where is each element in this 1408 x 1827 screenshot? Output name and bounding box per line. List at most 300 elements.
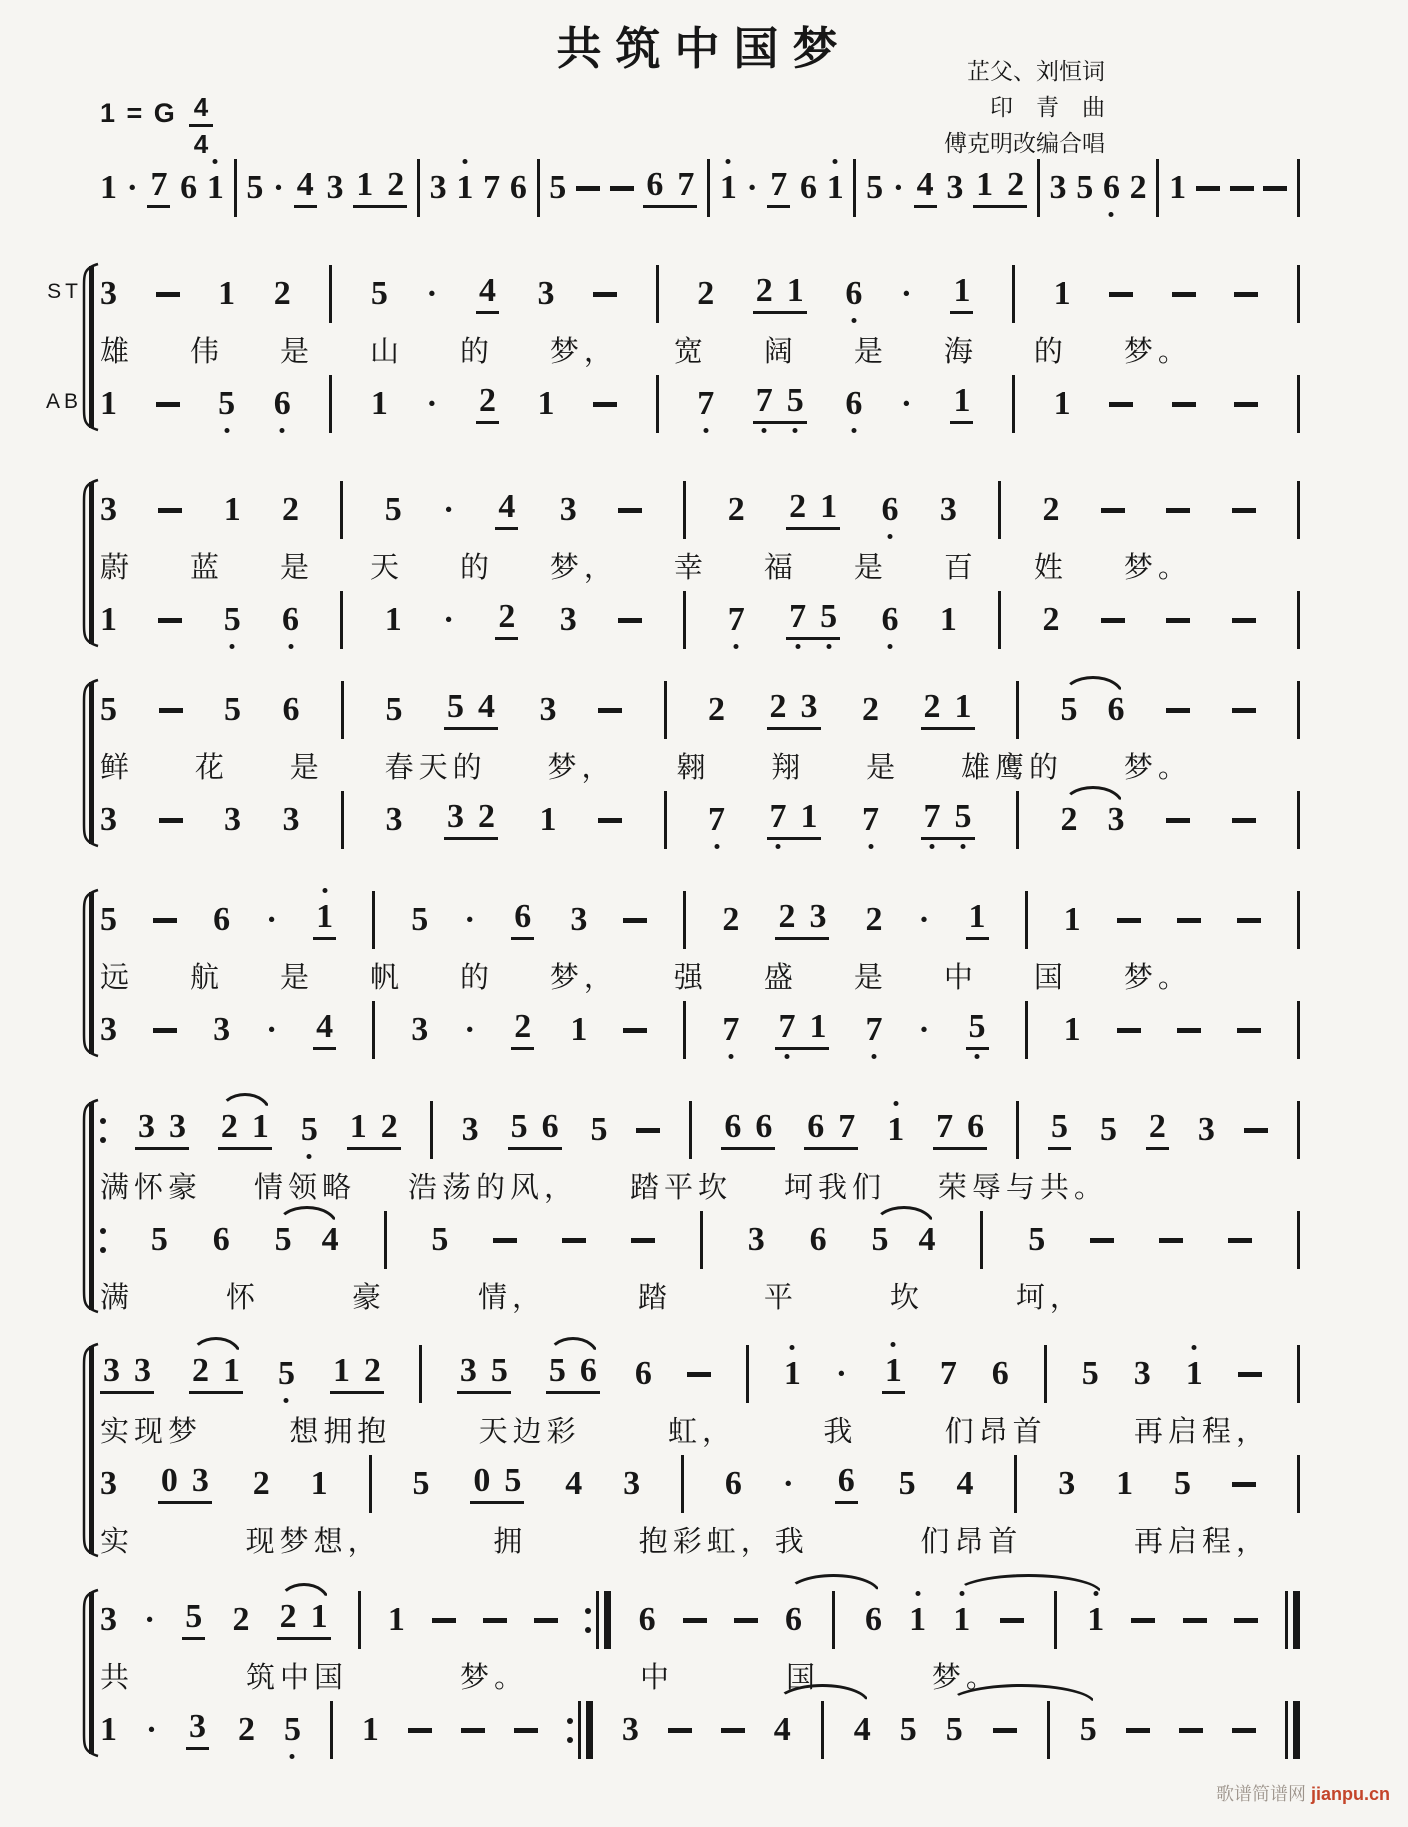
- beam-group: [767, 168, 790, 208]
- note: 5: [274, 1221, 292, 1258]
- note: 6: [213, 901, 231, 938]
- note: 7: [150, 166, 168, 203]
- augmentation-dot: ·: [266, 1011, 278, 1048]
- barline: [683, 1001, 686, 1059]
- barline-stroke: [1297, 891, 1300, 949]
- octave-dot-above: [1093, 1591, 1098, 1596]
- note: 1: [809, 1008, 827, 1045]
- note: 7: [789, 600, 806, 634]
- duration-dash: [1000, 1618, 1024, 1623]
- note: 3: [134, 1352, 151, 1389]
- barline-stroke: [1297, 1455, 1300, 1513]
- barline-stroke: [384, 1211, 387, 1269]
- beam-group: [921, 800, 975, 840]
- note: 3: [188, 1708, 206, 1745]
- note: 2: [722, 901, 740, 938]
- beam-group: [511, 1010, 534, 1050]
- barline: [832, 1591, 835, 1649]
- lyric-syllable: 我: [823, 1415, 858, 1448]
- end-repeat: [567, 1701, 593, 1759]
- lyric-syllable: 的: [459, 335, 494, 368]
- melody-line-1: [100, 998, 1300, 1062]
- note: 2: [1060, 801, 1078, 838]
- barline-stroke: [656, 265, 659, 323]
- lyric-syllable: 幸: [673, 551, 708, 584]
- note: 5: [431, 1221, 449, 1258]
- lyric-syllable: 雄鹰的: [961, 751, 1064, 784]
- note: 1: [909, 1603, 926, 1637]
- note: 2: [380, 1108, 398, 1145]
- system-brace-icon: [77, 478, 101, 653]
- note: 5: [385, 691, 403, 728]
- octave-dot-below: [871, 1054, 876, 1059]
- augmentation-dot: ·: [266, 901, 278, 938]
- augmentation-dot: ·: [782, 1465, 794, 1502]
- lyric-syllable: 豪: [351, 1281, 386, 1314]
- duration-dash: [153, 918, 177, 923]
- score-system-4: [100, 888, 1300, 1062]
- watermark-site: 歌谱简谱网: [1215, 1784, 1311, 1804]
- barline-stroke: [1297, 481, 1300, 539]
- note: 5: [246, 169, 264, 206]
- lyric-syllable: 再启程，: [1133, 1415, 1270, 1448]
- note: 5: [820, 600, 837, 634]
- duration-dash: [1234, 402, 1258, 407]
- barline-stroke: [664, 681, 667, 739]
- note: 2: [252, 1465, 270, 1502]
- note: 7: [708, 803, 725, 837]
- lyric-syllable: 海: [943, 335, 978, 368]
- note: 5: [1174, 1465, 1192, 1502]
- note: 3: [411, 1011, 429, 1048]
- beam-group: [950, 274, 973, 314]
- tie-span: [275, 1223, 339, 1257]
- octave-dot-above: [959, 1591, 964, 1596]
- note: 4: [918, 1221, 936, 1258]
- barline: [419, 1345, 422, 1403]
- beam-group: [775, 1010, 829, 1050]
- key-signature: [100, 94, 213, 157]
- augmentation-dot: ·: [464, 1011, 476, 1048]
- note: 0: [473, 1462, 491, 1499]
- beam-group: [444, 690, 498, 730]
- note: 1: [387, 1601, 405, 1638]
- duration-dash: [534, 1618, 558, 1623]
- duration-dash: [631, 1238, 655, 1243]
- barline: [430, 1101, 433, 1159]
- barline-stroke: [341, 681, 344, 739]
- note: 1: [384, 601, 402, 638]
- note: 5: [590, 1111, 608, 1148]
- final-barline: [1285, 1701, 1300, 1759]
- barline-stroke: [1297, 1345, 1300, 1403]
- barline: [707, 159, 710, 217]
- note: 1: [207, 171, 224, 205]
- barline: [853, 159, 856, 217]
- note: 3: [447, 798, 464, 835]
- lyric-syllable: 满: [100, 1281, 135, 1314]
- barline-stroke: [341, 791, 344, 849]
- barline-stroke: [689, 1101, 692, 1159]
- beam-group: [804, 1110, 858, 1150]
- duration-dash: [1172, 402, 1196, 407]
- beam-group: [753, 384, 807, 424]
- note: 6: [1107, 691, 1125, 728]
- duration-dash: [683, 1618, 707, 1623]
- note: 1: [100, 169, 117, 206]
- lyric-syllable: 梦。: [459, 1661, 528, 1694]
- note: 1: [310, 1598, 328, 1635]
- melody-line-0: [100, 262, 1300, 326]
- time-numerator: 4: [189, 94, 213, 127]
- lyric-syllable: 翔: [771, 751, 806, 784]
- augmentation-dot: ·: [918, 1011, 930, 1048]
- duration-dash: [618, 508, 642, 513]
- lyric-syllable: 天边彩: [478, 1415, 581, 1448]
- note: 2: [1042, 601, 1060, 638]
- barline: [1297, 891, 1300, 949]
- duration-dash: [1234, 292, 1258, 297]
- note: 3: [282, 801, 300, 838]
- note: 6: [809, 1221, 827, 1258]
- octave-dot-below: [851, 318, 856, 323]
- note: 4: [498, 488, 516, 525]
- lyric-line-1: [100, 1516, 1270, 1562]
- barline-stroke: [832, 1591, 835, 1649]
- beam-group: [721, 1110, 775, 1150]
- lyric-syllable: 想拥抱: [289, 1415, 392, 1448]
- note: 3: [570, 901, 588, 938]
- beam-group: [973, 168, 1027, 208]
- note: 3: [1133, 1355, 1151, 1392]
- beam-group: [100, 1354, 154, 1394]
- note: 1: [827, 171, 844, 205]
- octave-dot-below: [230, 644, 235, 649]
- barline: [330, 1701, 333, 1759]
- lyric-syllable: 梦，: [547, 751, 616, 784]
- lyric-syllable: 们昂首: [944, 1415, 1047, 1448]
- barline: [1025, 891, 1028, 949]
- beam-group: [476, 274, 499, 314]
- credits-arranger: 傅克明改编合唱: [944, 131, 1105, 156]
- note: 1: [786, 272, 804, 309]
- score-system-6: [100, 1342, 1300, 1562]
- note: 1: [100, 601, 117, 638]
- duration-dash: [610, 186, 634, 191]
- melody-line-0: [100, 1098, 1300, 1162]
- duration-dash: [623, 1028, 647, 1033]
- lyric-syllable: 梦，: [549, 551, 618, 584]
- duration-dash: [593, 292, 617, 297]
- barline-stroke: [683, 481, 686, 539]
- lyric-syllable: 实现梦: [100, 1415, 203, 1448]
- beam-group: [511, 900, 534, 940]
- barline-stroke: [1044, 1345, 1047, 1403]
- duration-dash: [158, 618, 182, 623]
- lyric-syllable: 翱: [676, 751, 711, 784]
- lyric-syllable: 航: [189, 961, 224, 994]
- note: 6: [514, 898, 532, 935]
- duration-dash: [1232, 708, 1256, 713]
- note: 3: [100, 1465, 117, 1502]
- lyric-syllable: 踏: [637, 1281, 672, 1314]
- barline-stroke: [1037, 159, 1040, 217]
- note: 7: [862, 803, 879, 837]
- lyric-syllable: 福: [763, 551, 798, 584]
- octave-dot-above: [726, 159, 731, 164]
- note: 1: [223, 491, 241, 528]
- barline-stroke: [681, 1455, 684, 1513]
- barline-stroke: [1014, 1455, 1017, 1513]
- duration-dash: [1177, 1028, 1201, 1033]
- note: 2: [273, 275, 291, 312]
- barline: [681, 1455, 684, 1513]
- barline-stroke: [980, 1211, 983, 1269]
- beam-group: [775, 900, 829, 940]
- note: 2: [478, 382, 496, 419]
- barline-stroke: [1047, 1701, 1050, 1759]
- barline-stroke: [340, 481, 343, 539]
- duration-dash: [1166, 708, 1190, 713]
- barline-stroke: [417, 159, 420, 217]
- note: 3: [213, 1011, 231, 1048]
- voice-label-ab: AB: [45, 390, 82, 413]
- barline: [1297, 1345, 1300, 1403]
- lyric-syllable: 国: [1033, 961, 1068, 994]
- note: 2: [1129, 169, 1147, 206]
- barline-stroke: [1293, 1591, 1300, 1649]
- note: 6: [212, 1221, 230, 1258]
- note: 3: [539, 691, 557, 728]
- note: 2: [865, 901, 883, 938]
- note: 3: [621, 1711, 639, 1748]
- note: 1: [310, 1465, 328, 1502]
- note: 3: [100, 491, 117, 528]
- duration-dash: [1237, 918, 1261, 923]
- barline: [998, 591, 1001, 649]
- barline: [746, 1345, 749, 1403]
- octave-dot-below: [714, 844, 719, 849]
- beam-group: [882, 1354, 905, 1394]
- lyric-syllable: 梦。: [1123, 335, 1192, 368]
- note: 7: [924, 800, 941, 834]
- intro-melody-line: [100, 156, 1300, 220]
- note: 3: [326, 169, 344, 206]
- octave-dot-above: [915, 1591, 920, 1596]
- duration-dash: [562, 1238, 586, 1243]
- note: 1: [537, 385, 555, 422]
- credits-block: [944, 54, 1105, 162]
- note: 7: [677, 166, 695, 203]
- melody-line-1: [100, 1698, 1300, 1762]
- duration-dash: [1177, 918, 1201, 923]
- duration-dash: [1101, 508, 1125, 513]
- augmentation-dot: ·: [273, 169, 285, 206]
- lyric-syllable: 筑中国: [245, 1661, 348, 1694]
- barline: [1047, 1701, 1050, 1759]
- note: 3: [747, 1221, 765, 1258]
- note: 1: [954, 688, 972, 725]
- lyric-syllable: 平: [763, 1281, 798, 1314]
- note: 5: [510, 1108, 528, 1145]
- note: 5: [1099, 1111, 1117, 1148]
- augmentation-dot: ·: [443, 601, 455, 638]
- barline: [340, 591, 343, 649]
- lyric-syllable: 盛: [763, 961, 798, 994]
- duration-dash: [1228, 1238, 1252, 1243]
- barline-stroke: [1012, 375, 1015, 433]
- barline: [1297, 159, 1300, 217]
- credits-composer: 印 青 曲: [990, 95, 1105, 120]
- barline-stroke: [1297, 1211, 1300, 1269]
- note: 1: [953, 382, 971, 419]
- note: 7: [778, 1010, 795, 1044]
- barline: [821, 1701, 824, 1759]
- barline-stroke: [329, 265, 332, 323]
- note: 5: [969, 1010, 986, 1044]
- note: 1: [1116, 1465, 1134, 1502]
- barline-stroke: [358, 1591, 361, 1649]
- note: 1: [349, 1108, 367, 1145]
- barline: [329, 265, 332, 323]
- note: 3: [809, 898, 827, 935]
- note: 6: [180, 169, 198, 206]
- note: 5: [412, 1465, 430, 1502]
- note: 2: [862, 691, 879, 728]
- barline: [341, 791, 344, 849]
- octave-dot-below: [728, 1054, 733, 1059]
- note: 5: [301, 1113, 318, 1147]
- duration-dash: [1263, 186, 1287, 191]
- duration-dash: [158, 508, 182, 513]
- lyric-syllable: 帆: [369, 961, 404, 994]
- barline: [683, 591, 686, 649]
- note: 5: [1060, 691, 1078, 728]
- beam-group: [457, 1354, 511, 1394]
- note: 1: [953, 1603, 970, 1637]
- duration-dash: [598, 818, 622, 823]
- duration-dash: [721, 1728, 745, 1733]
- duration-dash: [1230, 186, 1254, 191]
- lyric-syllable: 山: [369, 335, 404, 368]
- melody-line-0: [100, 478, 1300, 542]
- barline-stroke: [1297, 791, 1300, 849]
- beam-group: [182, 1600, 205, 1640]
- duration-dash: [1179, 1728, 1203, 1733]
- lyric-syllable: 拥: [493, 1525, 528, 1558]
- note: 3: [461, 1111, 479, 1148]
- lyric-syllable: 的: [1033, 335, 1068, 368]
- octave-dot-below: [284, 1398, 289, 1403]
- note: 5: [549, 169, 567, 206]
- repeat-dots: [585, 1591, 591, 1649]
- note: 6: [1103, 171, 1120, 205]
- duration-dash: [432, 1618, 456, 1623]
- score-system-5: [100, 1098, 1300, 1318]
- note: 6: [724, 1465, 742, 1502]
- note: 2: [1007, 166, 1025, 203]
- note: 3: [623, 1465, 641, 1502]
- barline: [664, 791, 667, 849]
- note: 5: [100, 691, 117, 728]
- note: 2: [232, 1601, 250, 1638]
- note: 6: [800, 169, 818, 206]
- note: 4: [296, 166, 314, 203]
- barline: [1297, 1455, 1300, 1513]
- note: 5: [1081, 1355, 1099, 1392]
- octave-dot-below: [826, 644, 831, 649]
- barline: [1297, 375, 1300, 433]
- barline: [1297, 591, 1300, 649]
- note: 3: [537, 275, 555, 312]
- beam-group: [914, 168, 937, 208]
- note: 3: [100, 275, 117, 312]
- note: 6: [845, 387, 862, 421]
- note: 1: [316, 900, 333, 934]
- barline: [664, 681, 667, 739]
- lyric-syllable: 伟: [189, 335, 224, 368]
- note: 1: [885, 1354, 902, 1388]
- note: 1: [222, 1352, 240, 1389]
- note: 0: [160, 1462, 178, 1499]
- lyric-syllable: 是: [279, 551, 314, 584]
- octave-dot-below: [975, 1054, 980, 1059]
- note: 4: [916, 166, 934, 203]
- lyric-syllable: 是: [853, 551, 888, 584]
- duration-dash: [1109, 292, 1133, 297]
- barline-stroke: [664, 791, 667, 849]
- duration-dash: [593, 402, 617, 407]
- duration-dash: [1159, 1238, 1183, 1243]
- barline: [689, 1101, 692, 1159]
- barline-stroke: [430, 1101, 433, 1159]
- barline-stroke: [1285, 1591, 1288, 1649]
- note: 6: [881, 493, 898, 527]
- lyric-line-0: [100, 326, 1192, 372]
- note: 5: [218, 387, 235, 421]
- note: 1: [1053, 385, 1071, 422]
- duration-dash: [1172, 292, 1196, 297]
- note: 7: [728, 603, 745, 637]
- duration-dash: [159, 708, 183, 713]
- note: 7: [483, 169, 501, 206]
- barline: [1016, 791, 1019, 849]
- duration-dash: [1101, 618, 1125, 623]
- note: 7: [697, 387, 714, 421]
- note: 2: [279, 1598, 297, 1635]
- note: 1: [361, 1711, 379, 1748]
- barline-stroke: [1297, 1001, 1300, 1059]
- duration-dash: [576, 186, 600, 191]
- note: 6: [967, 1108, 985, 1145]
- duration-dash: [1183, 1618, 1207, 1623]
- note: 1: [218, 275, 236, 312]
- duration-dash: [461, 1728, 485, 1733]
- barline: [341, 681, 344, 739]
- beam-group: [277, 1600, 331, 1640]
- note: 4: [853, 1711, 871, 1748]
- barline-stroke: [234, 159, 237, 217]
- beam-group: [476, 384, 499, 424]
- barline-stroke: [578, 1701, 581, 1759]
- barline: [980, 1211, 983, 1269]
- lyric-line-0: [100, 742, 1192, 788]
- octave-dot-below: [793, 428, 798, 433]
- note: 6: [541, 1108, 559, 1145]
- barline: [329, 375, 332, 433]
- lyric-syllable: 荣辱与共。: [937, 1171, 1108, 1204]
- duration-dash: [159, 818, 183, 823]
